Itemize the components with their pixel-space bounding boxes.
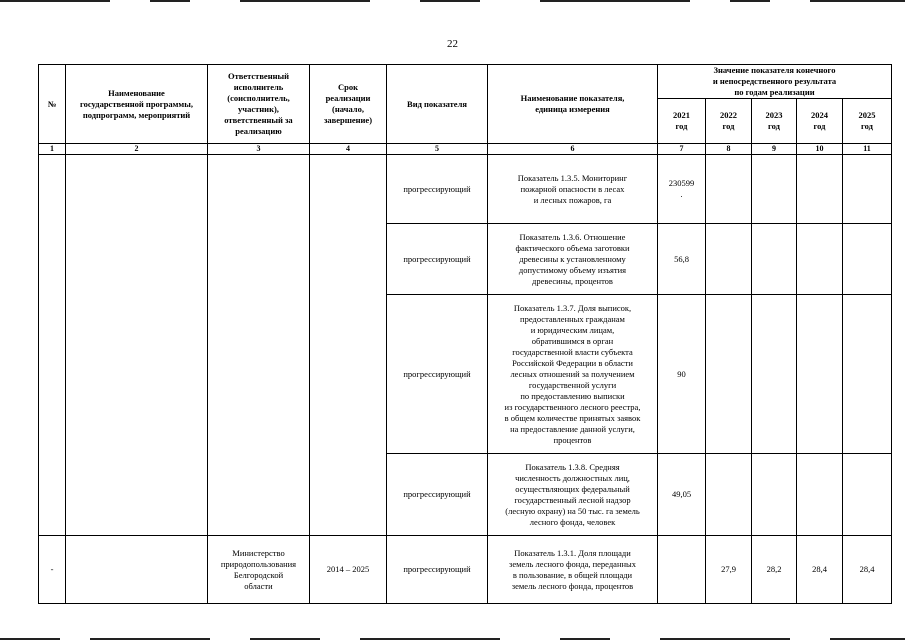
cell-value-2022 — [706, 454, 752, 536]
cell-value-2021: 49,05 — [658, 454, 706, 536]
header-period: Срок реализации (начало, завершение) — [310, 65, 387, 144]
cell-value-2025 — [843, 155, 892, 224]
column-number: 6 — [488, 144, 658, 155]
table-row — [39, 155, 892, 224]
cell-value-2024 — [797, 155, 843, 224]
cell-value-2021: 230599 . — [658, 155, 706, 224]
header-row — [39, 65, 892, 99]
column-number: 8 — [706, 144, 752, 155]
column-number: 1 — [39, 144, 66, 155]
stray-dot: . — [680, 190, 683, 199]
cell-program-empty — [66, 155, 208, 536]
column-number: 2 — [66, 144, 208, 155]
cell-indicator-name: Показатель 1.3.7. Доля выписок, предоставленных гражданам и юридическим лицам, обратившимся в орган государственной власти субъекта Российской Федерации в области лесных отношений за получением государственной услуги по предоставлению выписки из государственного лесного реестра, в общем количестве принятых заявок на предоставление данной услуги, процентов — [488, 295, 658, 454]
cell-value-2023 — [752, 155, 797, 224]
table-row — [39, 536, 892, 604]
header-year-2024: 2024 год — [797, 99, 843, 144]
cell-num: - — [39, 536, 66, 604]
column-number: 3 — [208, 144, 310, 155]
cell-indicator-type: прогрессирующий — [387, 224, 488, 295]
column-number: 10 — [797, 144, 843, 155]
header-executor: Ответственный исполнитель (соисполнитель, участник), ответственный за реализацию — [208, 65, 310, 144]
cell-value-2024 — [797, 454, 843, 536]
column-number: 4 — [310, 144, 387, 155]
cell-value-2024: 28,4 — [797, 536, 843, 604]
cell-period: 2014 – 2025 — [310, 536, 387, 604]
header-values-group: Значение показателя конечного и непосредственного результата по годам реализации — [658, 65, 892, 99]
indicators-table — [38, 64, 892, 604]
cell-value-2022 — [706, 295, 752, 454]
header-indicator-name: Наименование показателя, единица измерения — [488, 65, 658, 144]
column-number: 9 — [752, 144, 797, 155]
cell-indicator-name: Показатель 1.3.5. Мониторинг пожарной опасности в лесах и лесных пожаров, га — [488, 155, 658, 224]
cell-num-empty — [39, 155, 66, 536]
cell-indicator-type: прогрессирующий — [387, 155, 488, 224]
cell-indicator-type: прогрессирующий — [387, 536, 488, 604]
cell-value-2021: 90 — [658, 295, 706, 454]
cell-value-2022 — [706, 224, 752, 295]
cell-value-2025 — [843, 295, 892, 454]
header-year-2025: 2025 год — [843, 99, 892, 144]
cell-value-2024 — [797, 224, 843, 295]
cell-value-2023: 28,2 — [752, 536, 797, 604]
cell-period-empty — [310, 155, 387, 536]
header-indicator-type: Вид показателя — [387, 65, 488, 144]
cell-value-2021: 56,8 — [658, 224, 706, 295]
cell-value-2025 — [843, 454, 892, 536]
scan-edge-top — [0, 0, 905, 3]
header-num: № — [39, 65, 66, 144]
cell-value-2022: 27,9 — [706, 536, 752, 604]
cell-indicator-name: Показатель 1.3.6. Отношение фактического объема заготовки древесины к установленному допустимому объему изъятия древесины, процентов — [488, 224, 658, 295]
cell-value-2025 — [843, 224, 892, 295]
header-program: Наименование государственной программы, подпрограмм, мероприятий — [66, 65, 208, 144]
cell-value-2023 — [752, 295, 797, 454]
cell-value-2024 — [797, 295, 843, 454]
cell-executor: Министерство природопользования Белгородской области — [208, 536, 310, 604]
column-number: 5 — [387, 144, 488, 155]
cell-executor-empty — [208, 155, 310, 536]
column-number: 11 — [843, 144, 892, 155]
cell-indicator-name: Показатель 1.3.8. Средняя численность должностных лиц, осуществляющих федеральный государственный лесной надзор (лесную охрану) на 50 тыс. га земель лесного фонда, человек — [488, 454, 658, 536]
cell-indicator-name: Показатель 1.3.1. Доля площади земель лесного фонда, переданных в пользование, в общей площади земель лесного фонда, процентов — [488, 536, 658, 604]
cell-indicator-type: прогрессирующий — [387, 454, 488, 536]
header-year-2021: 2021 год — [658, 99, 706, 144]
cell-value-2022 — [706, 155, 752, 224]
page-number: 22 — [447, 38, 458, 50]
cell-value-2023 — [752, 454, 797, 536]
cell-value-2025: 28,4 — [843, 536, 892, 604]
header-year-2023: 2023 год — [752, 99, 797, 144]
header-year-2022: 2022 год — [706, 99, 752, 144]
cell-value-2021 — [658, 536, 706, 604]
cell-program-empty — [66, 536, 208, 604]
column-number: 7 — [658, 144, 706, 155]
cell-indicator-type: прогрессирующий — [387, 295, 488, 454]
column-number-row — [39, 144, 892, 155]
cell-value-2023 — [752, 224, 797, 295]
